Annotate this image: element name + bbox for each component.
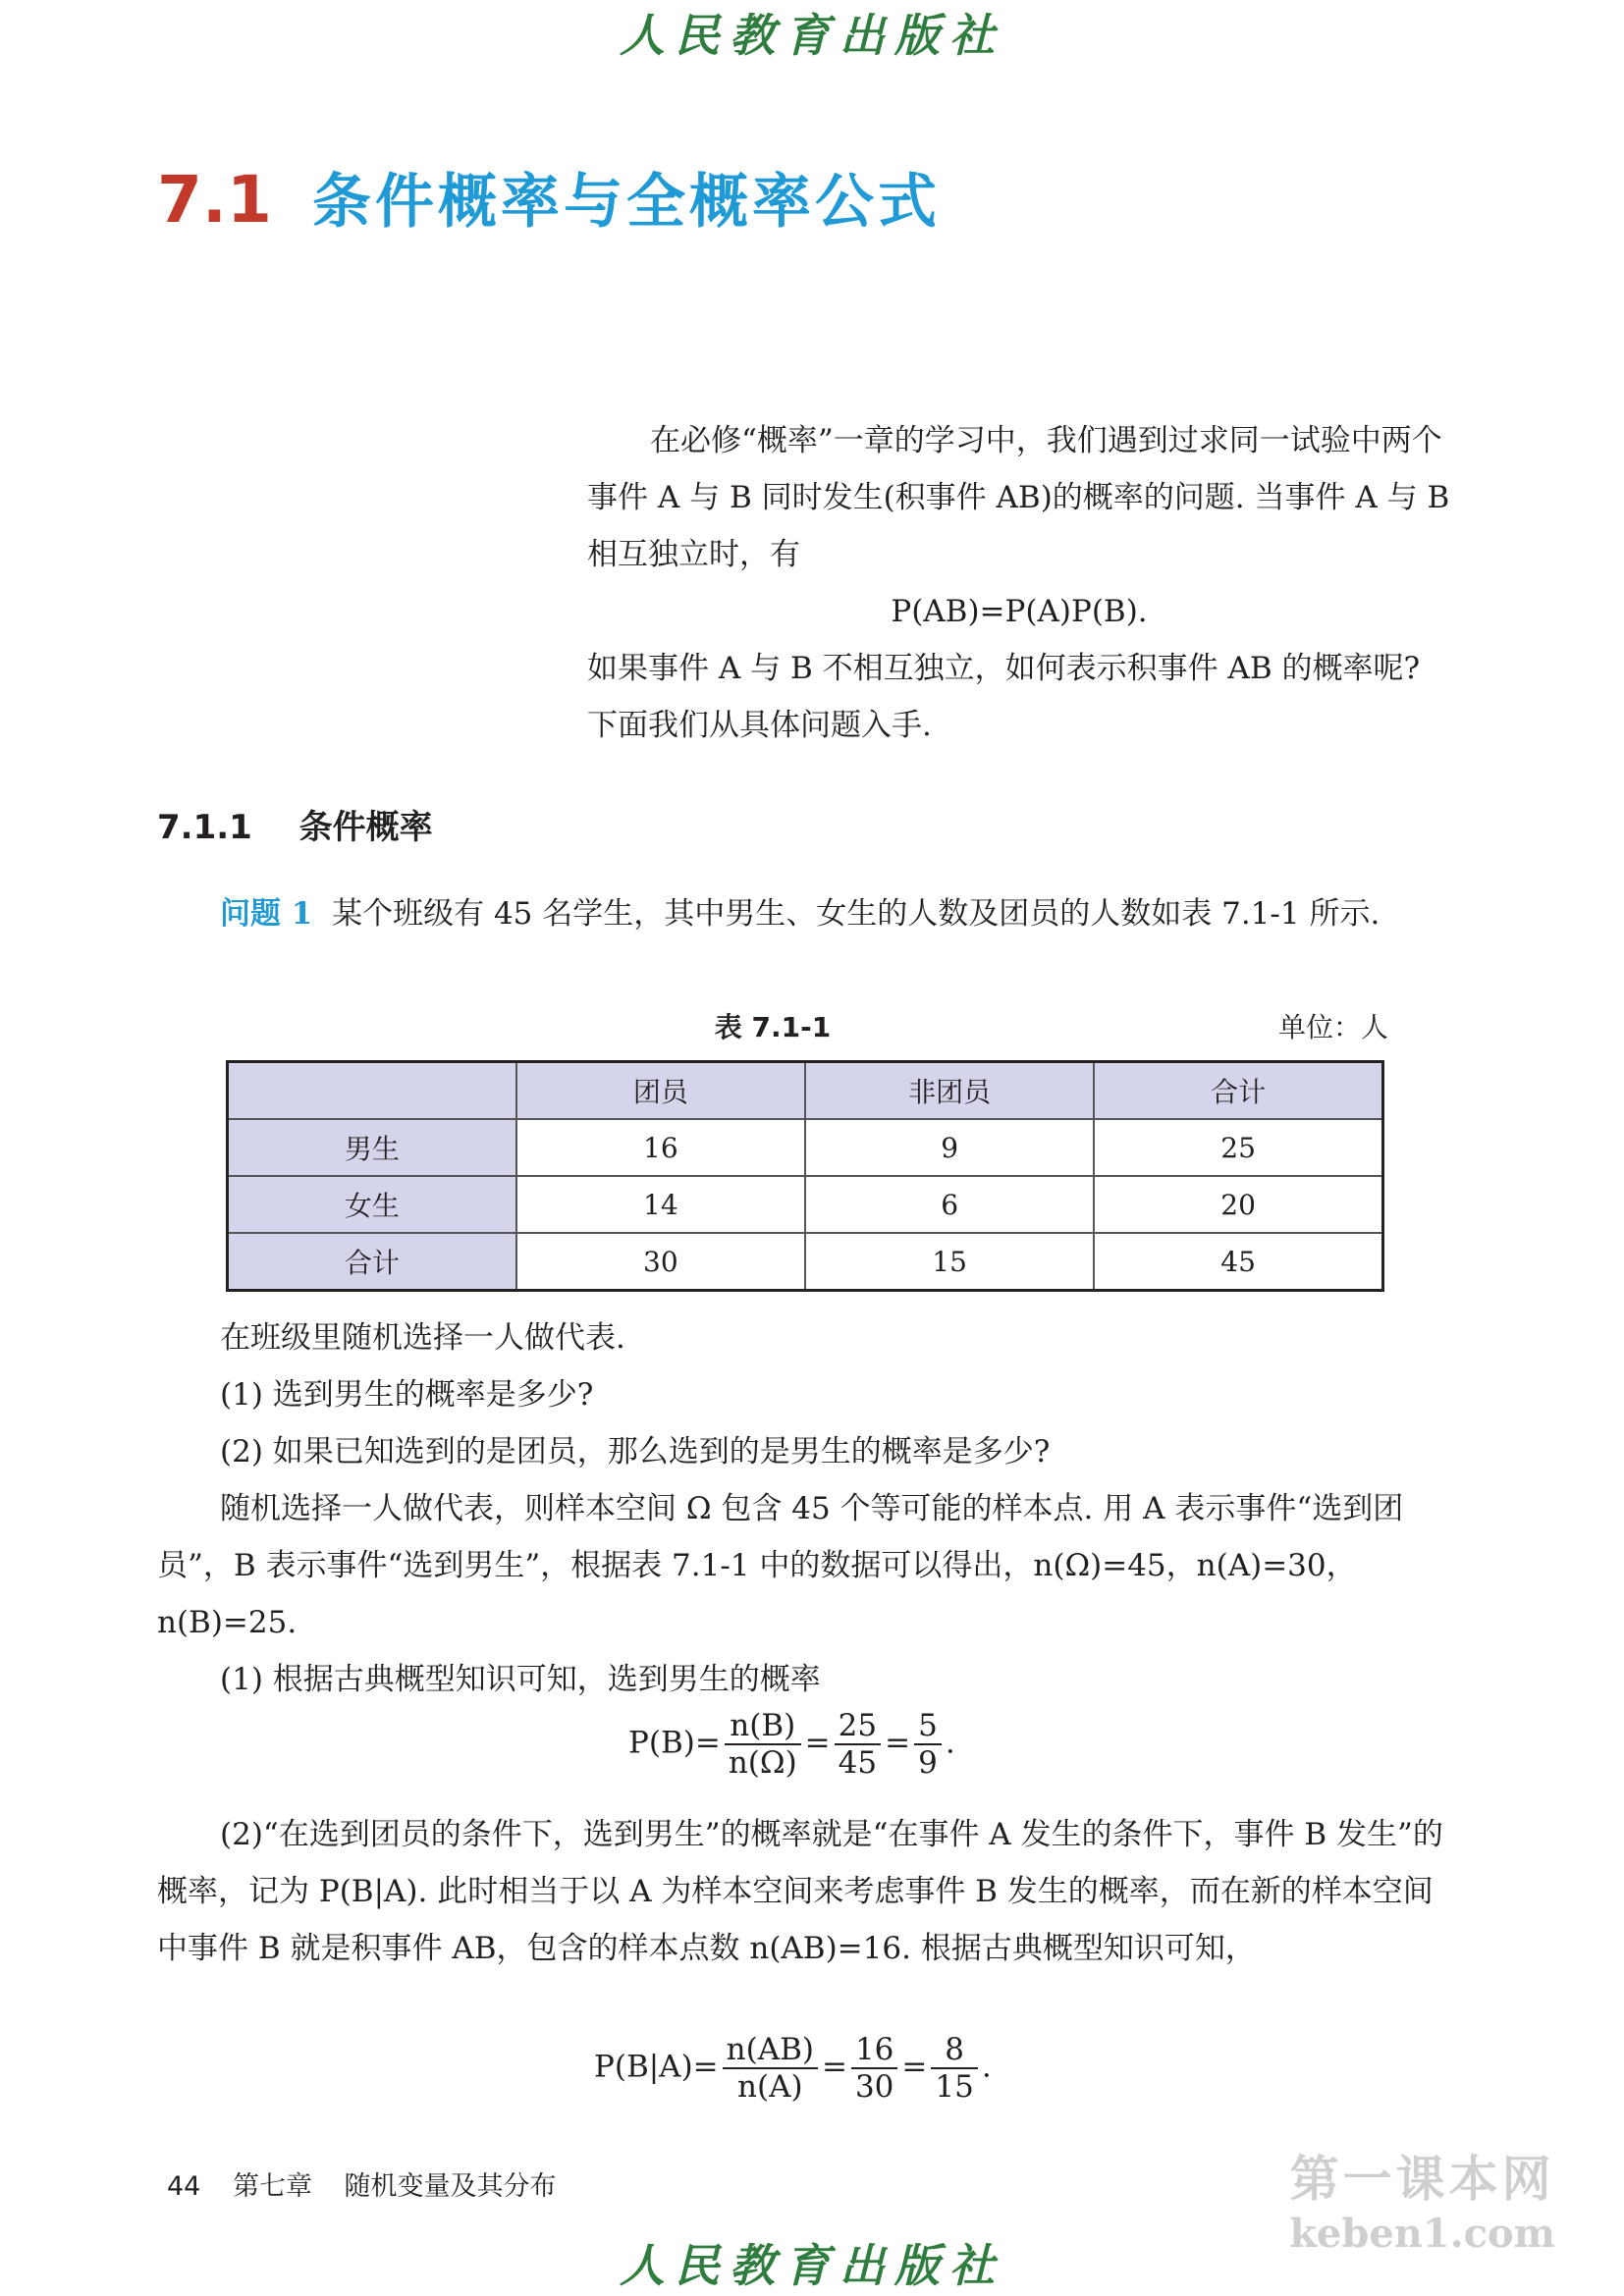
- body-block-1: [157, 1309, 1453, 1708]
- watermark-line-1: 第一课本网: [1289, 2151, 1555, 2208]
- fraction: [835, 1708, 881, 1781]
- table-cell: 15: [805, 1233, 1094, 1291]
- intro-paragraph-2: 如果事件 A 与 B 不相互独立，如何表示积事件 AB 的概率呢? 下面我们从具体问题入手.: [587, 651, 1421, 743]
- problem-text: 某个班级有 45 名学生，其中男生、女生的人数及团员的人数如表 7.1-1 所示.: [332, 896, 1380, 932]
- table-cell: 25: [1094, 1119, 1382, 1176]
- body-line-2: (1) 选到男生的概率是多少?: [220, 1377, 594, 1413]
- formula-pba: [594, 2032, 992, 2105]
- footer-chapter-title: 随机变量及其分布: [344, 2171, 557, 2202]
- table-row: [228, 1176, 1383, 1233]
- numerator: n(AB): [723, 2032, 818, 2069]
- equals: =: [804, 1725, 831, 1761]
- numerator: 25: [835, 1708, 881, 1745]
- page-number: 44: [167, 2171, 201, 2202]
- problem-1: [157, 885, 1453, 942]
- equals: =: [901, 2049, 928, 2085]
- numerator: n(B): [725, 1708, 801, 1745]
- subsection-number: 7.1.1: [157, 808, 252, 847]
- publisher-header: 人民教育出版社: [620, 9, 1004, 62]
- numerator: 5: [914, 1708, 942, 1745]
- denominator: n(A): [737, 2069, 803, 2105]
- body-paragraph-4: 随机选择一人做代表，则样本空间 Ω 包含 45 个等可能的样本点. 用 A 表示事件“选到团员”，B 表示事件“选到男生”，根据表 7.1-1 中的数据可以得出，n(Ω)=45，n(A)=30，n(B)=25.: [157, 1491, 1404, 1640]
- table-cell: 16: [516, 1119, 805, 1176]
- body-paragraph-6: (2)“在选到团员的条件下，选到男生”的概率就是“在事件 A 发生的条件下，事件 B 发生”的概率，记为 P(B|A). 此时相当于以 A 为样本空间来考虑事件 B 发生的概率，而在新的样本空间中事件 B 就是积事件 AB，包含的样本点数 n(AB)=16. 根据古典概型知识可知，: [157, 1817, 1443, 1966]
- period: .: [945, 1725, 955, 1761]
- subsection-title: 条件概率: [298, 808, 433, 847]
- formula-lhs: P(B|A)=: [594, 2049, 719, 2085]
- table-unit: 单位：人: [1277, 1011, 1388, 1043]
- table-header-cell: 团员: [516, 1062, 805, 1120]
- table-cell: 合计: [228, 1233, 516, 1291]
- table-row: [228, 1233, 1383, 1291]
- section-number: 7.1: [157, 162, 272, 238]
- table-header-cell: 非团员: [805, 1062, 1094, 1120]
- table-caption-row: [157, 1006, 1388, 1045]
- table-cell: 30: [516, 1233, 805, 1291]
- period: .: [981, 2049, 992, 2085]
- body-line-1: 在班级里随机选择一人做代表.: [220, 1320, 625, 1356]
- equals: =: [885, 1725, 911, 1761]
- intro-paragraph-1: 在必修“概率”一章的学习中，我们遇到过求同一试验中两个事件 A 与 B 同时发生(积事件 AB)的概率的问题. 当事件 A 与 B 相互独立时，有: [587, 423, 1450, 572]
- table-cell: 男生: [228, 1119, 516, 1176]
- intro-block: [587, 412, 1451, 754]
- formula-lhs: P(B)=: [628, 1725, 721, 1761]
- subsection-heading: [157, 800, 433, 848]
- page-footer: [167, 2164, 557, 2203]
- table-cell: 女生: [228, 1176, 516, 1233]
- fraction: [931, 2032, 977, 2105]
- denominator: 15: [935, 2069, 974, 2105]
- section-heading: [157, 155, 941, 240]
- table-cell: 14: [516, 1176, 805, 1233]
- denominator: 9: [918, 1745, 938, 1781]
- body-line-3: (2) 如果已知选到的是团员，那么选到的是男生的概率是多少?: [220, 1434, 1051, 1469]
- table-cell: 20: [1094, 1176, 1382, 1233]
- fraction: [725, 1708, 801, 1781]
- equals: =: [821, 2049, 847, 2085]
- watermark-line-2: keben1.com: [1289, 2211, 1555, 2257]
- table-row: [228, 1119, 1383, 1176]
- denominator: 30: [854, 2069, 894, 2105]
- table-cell: 9: [805, 1119, 1094, 1176]
- fraction: [914, 1708, 942, 1781]
- table-cell: 45: [1094, 1233, 1382, 1291]
- table-caption: 表 7.1-1: [714, 1011, 832, 1043]
- numerator: 8: [931, 2032, 977, 2069]
- data-table: [226, 1060, 1384, 1292]
- table-header-cell: 合计: [1094, 1062, 1382, 1120]
- intro-formula: P(AB)=P(A)P(B).: [891, 594, 1148, 629]
- numerator: 16: [851, 2032, 897, 2069]
- formula-pb: [628, 1708, 955, 1781]
- body-block-2: [157, 1806, 1453, 1977]
- fraction: [851, 2032, 897, 2105]
- fraction: [723, 2032, 818, 2105]
- footer-chapter: 第七章: [232, 2171, 312, 2202]
- body-line-5: (1) 根据古典概型知识可知，选到男生的概率: [220, 1662, 821, 1697]
- denominator: 45: [838, 1745, 878, 1781]
- table-cell: 6: [805, 1176, 1094, 1233]
- table-header-row: [228, 1062, 1383, 1120]
- problem-label: 问题 1: [220, 896, 313, 932]
- publisher-footer: 人民教育出版社: [620, 2239, 1004, 2292]
- denominator: n(Ω): [728, 1745, 797, 1781]
- table-header-cell: [228, 1062, 516, 1120]
- section-title: 条件概率与全概率公式: [312, 168, 942, 237]
